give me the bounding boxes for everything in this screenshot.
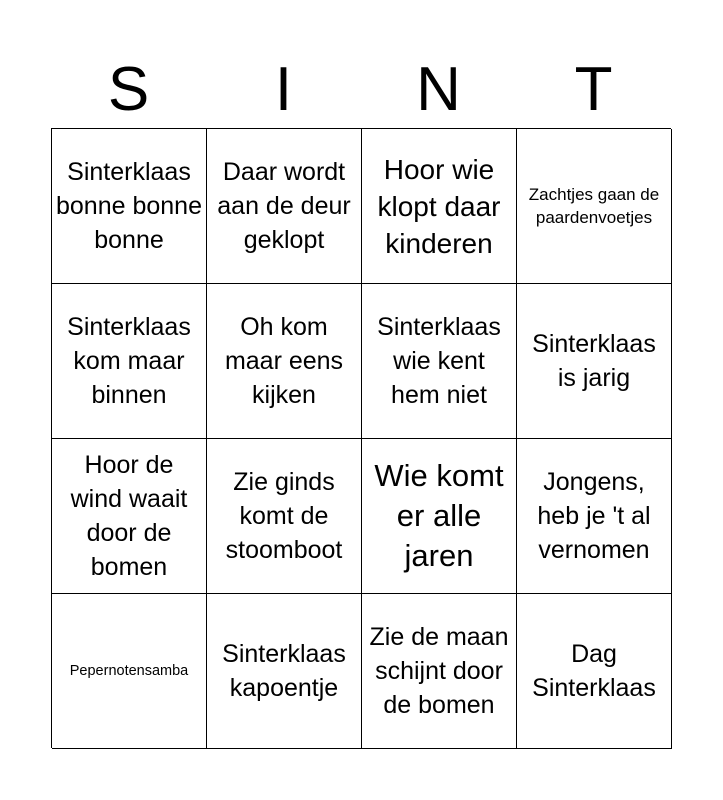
cell-text: Daar wordt aan de deur geklopt: [217, 158, 351, 254]
bingo-cell: [207, 594, 362, 749]
header-letter-i: I: [274, 55, 293, 124]
bingo-cell: [207, 284, 362, 439]
header-letter-s: S: [107, 55, 150, 124]
cell-text: Pepernotensamba: [69, 663, 189, 679]
bingo-cell: [517, 284, 672, 439]
bingo-cell: [362, 284, 517, 439]
cell-text: Zachtjes gaan de paardenvoetjes: [528, 185, 660, 227]
cell-text: Dag Sinterklaas: [532, 640, 656, 702]
header-letter-n: N: [416, 55, 461, 124]
cell-text: Sinterklaas bonne bonne bonne: [56, 158, 202, 254]
bingo-cell: [52, 129, 207, 284]
cell-text: Jongens, heb je 't al vernomen: [537, 468, 651, 564]
cell-text: Hoor de wind waait door de bomen: [70, 451, 188, 581]
cell-text: Zie ginds komt de stoomboot: [225, 468, 343, 564]
bingo-cell: [207, 439, 362, 594]
cell-text: Oh kom maar eens kijken: [224, 313, 344, 409]
bingo-cell: [362, 594, 517, 749]
bingo-cell: [362, 439, 517, 594]
cell-text: Sinterklaas is jarig: [532, 330, 656, 392]
bingo-board: [51, 128, 671, 748]
cell-text: Wie komt er alle jaren: [374, 458, 504, 573]
bingo-cell: [362, 129, 517, 284]
header-letter-t: T: [574, 55, 613, 124]
bingo-header: [51, 52, 671, 128]
cell-text: Zie de maan schijnt door de bomen: [369, 623, 509, 719]
bingo-cell: [207, 129, 362, 284]
bingo-cell: [52, 439, 207, 594]
cell-text: Sinterklaas kom maar binnen: [67, 313, 191, 409]
cell-text: Hoor wie klopt daar kinderen: [377, 153, 501, 259]
bingo-cell: [517, 439, 672, 594]
bingo-cell: [517, 594, 672, 749]
cell-text: Sinterklaas kapoentje: [222, 640, 346, 702]
cell-text: Sinterklaas wie kent hem niet: [377, 313, 501, 409]
bingo-cell: [52, 594, 207, 749]
bingo-cell: [517, 129, 672, 284]
bingo-cell: [52, 284, 207, 439]
